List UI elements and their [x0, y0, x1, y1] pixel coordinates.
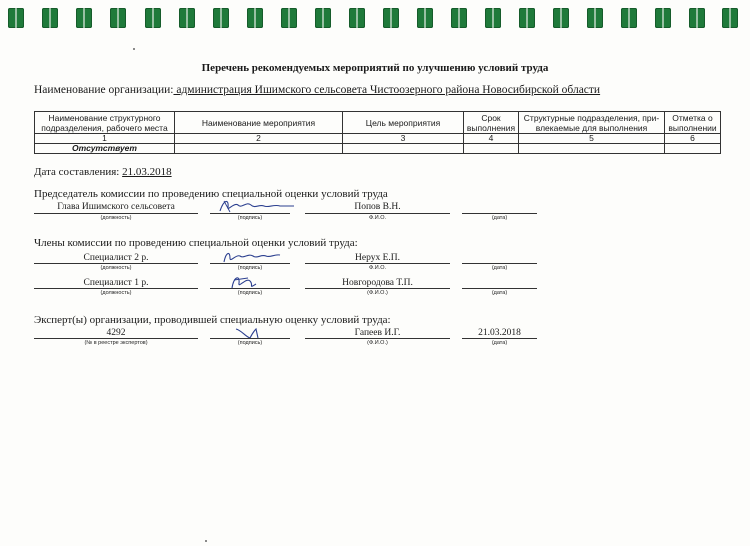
caption: (подпись)	[237, 265, 263, 271]
binding-tab-icon	[553, 8, 569, 28]
caption: (№ в реестре экспертов)	[84, 340, 148, 346]
table-header-row	[35, 112, 721, 134]
binding-tab-icon	[349, 8, 365, 28]
field-line	[305, 213, 450, 214]
field-line	[210, 213, 290, 214]
organization-value: администрация Ишимского сельсовета Чистоозерного района Новосибирской области	[173, 84, 601, 96]
scan-dot	[205, 540, 207, 542]
caption: (должность)	[100, 290, 132, 296]
member-signature-icon	[226, 272, 266, 292]
field-line	[34, 213, 198, 214]
binding-tab-icon	[621, 8, 637, 28]
binding-tab-icon	[655, 8, 671, 28]
caption: (дата)	[491, 290, 508, 296]
field-line	[34, 338, 198, 339]
field-line	[462, 338, 537, 339]
binding-tab-icon	[587, 8, 603, 28]
caption: Ф.И.О.	[369, 265, 386, 271]
header-cell: Наименование мероприятия	[175, 112, 343, 134]
chairman-position: Глава Ишимского сельсовета	[57, 202, 175, 212]
measures-table	[34, 111, 721, 154]
binding-tab-icon	[417, 8, 433, 28]
document-title: Перечень рекомендуемых мероприятий по улучшению условий труда	[201, 62, 549, 74]
chairman-name: Попов В.Н.	[354, 202, 401, 212]
field-line	[210, 288, 290, 289]
table-row	[35, 144, 721, 154]
field-line	[305, 263, 450, 264]
field-line	[305, 338, 450, 339]
caption: (дата)	[491, 340, 508, 346]
caption: (подпись)	[237, 340, 263, 346]
chairman-heading: Председатель комиссии по проведению специальной оценки условий труда	[34, 188, 388, 200]
expert-date: 21.03.2018	[478, 328, 521, 338]
number-cell: 2	[175, 134, 343, 144]
number-cell: 3	[343, 134, 464, 144]
binding-tab-icon	[315, 8, 331, 28]
caption: (Ф.И.О.)	[367, 340, 388, 346]
binding-tab-icon	[179, 8, 195, 28]
table-number-row	[35, 134, 721, 144]
caption: (должность)	[100, 265, 132, 271]
binding-tab-icon	[247, 8, 263, 28]
field-line	[34, 263, 198, 264]
header-cell: Наименование структурного подразделения, рабочего места	[35, 112, 175, 134]
expert-heading: Эксперт(ы) организации, проводившей специальную оценку условий труда:	[34, 314, 391, 326]
header-cell: Отметка о выполнении	[665, 112, 721, 134]
field-line	[210, 338, 290, 339]
binding-tab-icon	[383, 8, 399, 28]
table-cell	[519, 144, 665, 154]
table-cell: Отсутствует	[35, 144, 175, 154]
binding-tab-icon	[689, 8, 705, 28]
members-heading: Члены комиссии по проведению специальной оценки условий труда:	[34, 237, 358, 249]
binding-tab-icon	[451, 8, 467, 28]
expert-registry-number: 4292	[106, 328, 126, 338]
caption: (подпись)	[237, 215, 263, 221]
number-cell: 6	[665, 134, 721, 144]
binding-tab-icon	[145, 8, 161, 28]
date-line	[34, 166, 172, 178]
caption: (Ф.И.О.)	[367, 290, 388, 296]
header-cell: Цель мероприятия	[343, 112, 464, 134]
caption: (должность)	[100, 215, 132, 221]
table-cell	[665, 144, 721, 154]
header-cell: Срок выполнения	[464, 112, 519, 134]
field-line	[210, 263, 290, 264]
binding-tab-icon	[722, 8, 738, 28]
organization-line	[34, 84, 600, 96]
field-line	[462, 213, 537, 214]
binding-tab-icon	[42, 8, 58, 28]
caption: (дата)	[491, 265, 508, 271]
binding-tab-icon	[76, 8, 92, 28]
table-cell	[175, 144, 343, 154]
binding-tab-icon	[281, 8, 297, 28]
table-cell	[343, 144, 464, 154]
binding-tab-icon	[8, 8, 24, 28]
date-value: 21.03.2018	[122, 166, 172, 178]
binding-tab-icon	[485, 8, 501, 28]
field-line	[462, 288, 537, 289]
member-position: Специалист 1 р.	[83, 278, 149, 288]
organization-label: Наименование организации:	[34, 84, 174, 96]
date-label: Дата составления:	[34, 166, 120, 178]
binding-tab-icon	[110, 8, 126, 28]
field-line	[34, 288, 198, 289]
field-line	[305, 288, 450, 289]
binding-tab-icon	[519, 8, 535, 28]
number-cell: 1	[35, 134, 175, 144]
member-name: Нерух Е.П.	[355, 253, 400, 263]
spiral-binding	[0, 8, 750, 30]
caption: (подпись)	[237, 290, 263, 296]
expert-name: Гапеев И.Г.	[354, 328, 401, 338]
header-cell: Структурные подразделения, при- влекаемые для выполнения	[519, 112, 665, 134]
scan-dot	[133, 48, 135, 50]
field-line	[462, 263, 537, 264]
number-cell: 5	[519, 134, 665, 144]
caption: (дата)	[491, 215, 508, 221]
binding-tab-icon	[213, 8, 229, 28]
member-position: Специалист 2 р.	[83, 253, 149, 263]
member-name: Новгородова Т.П.	[342, 278, 413, 288]
number-cell: 4	[464, 134, 519, 144]
caption: Ф.И.О.	[369, 215, 386, 221]
table-cell	[464, 144, 519, 154]
